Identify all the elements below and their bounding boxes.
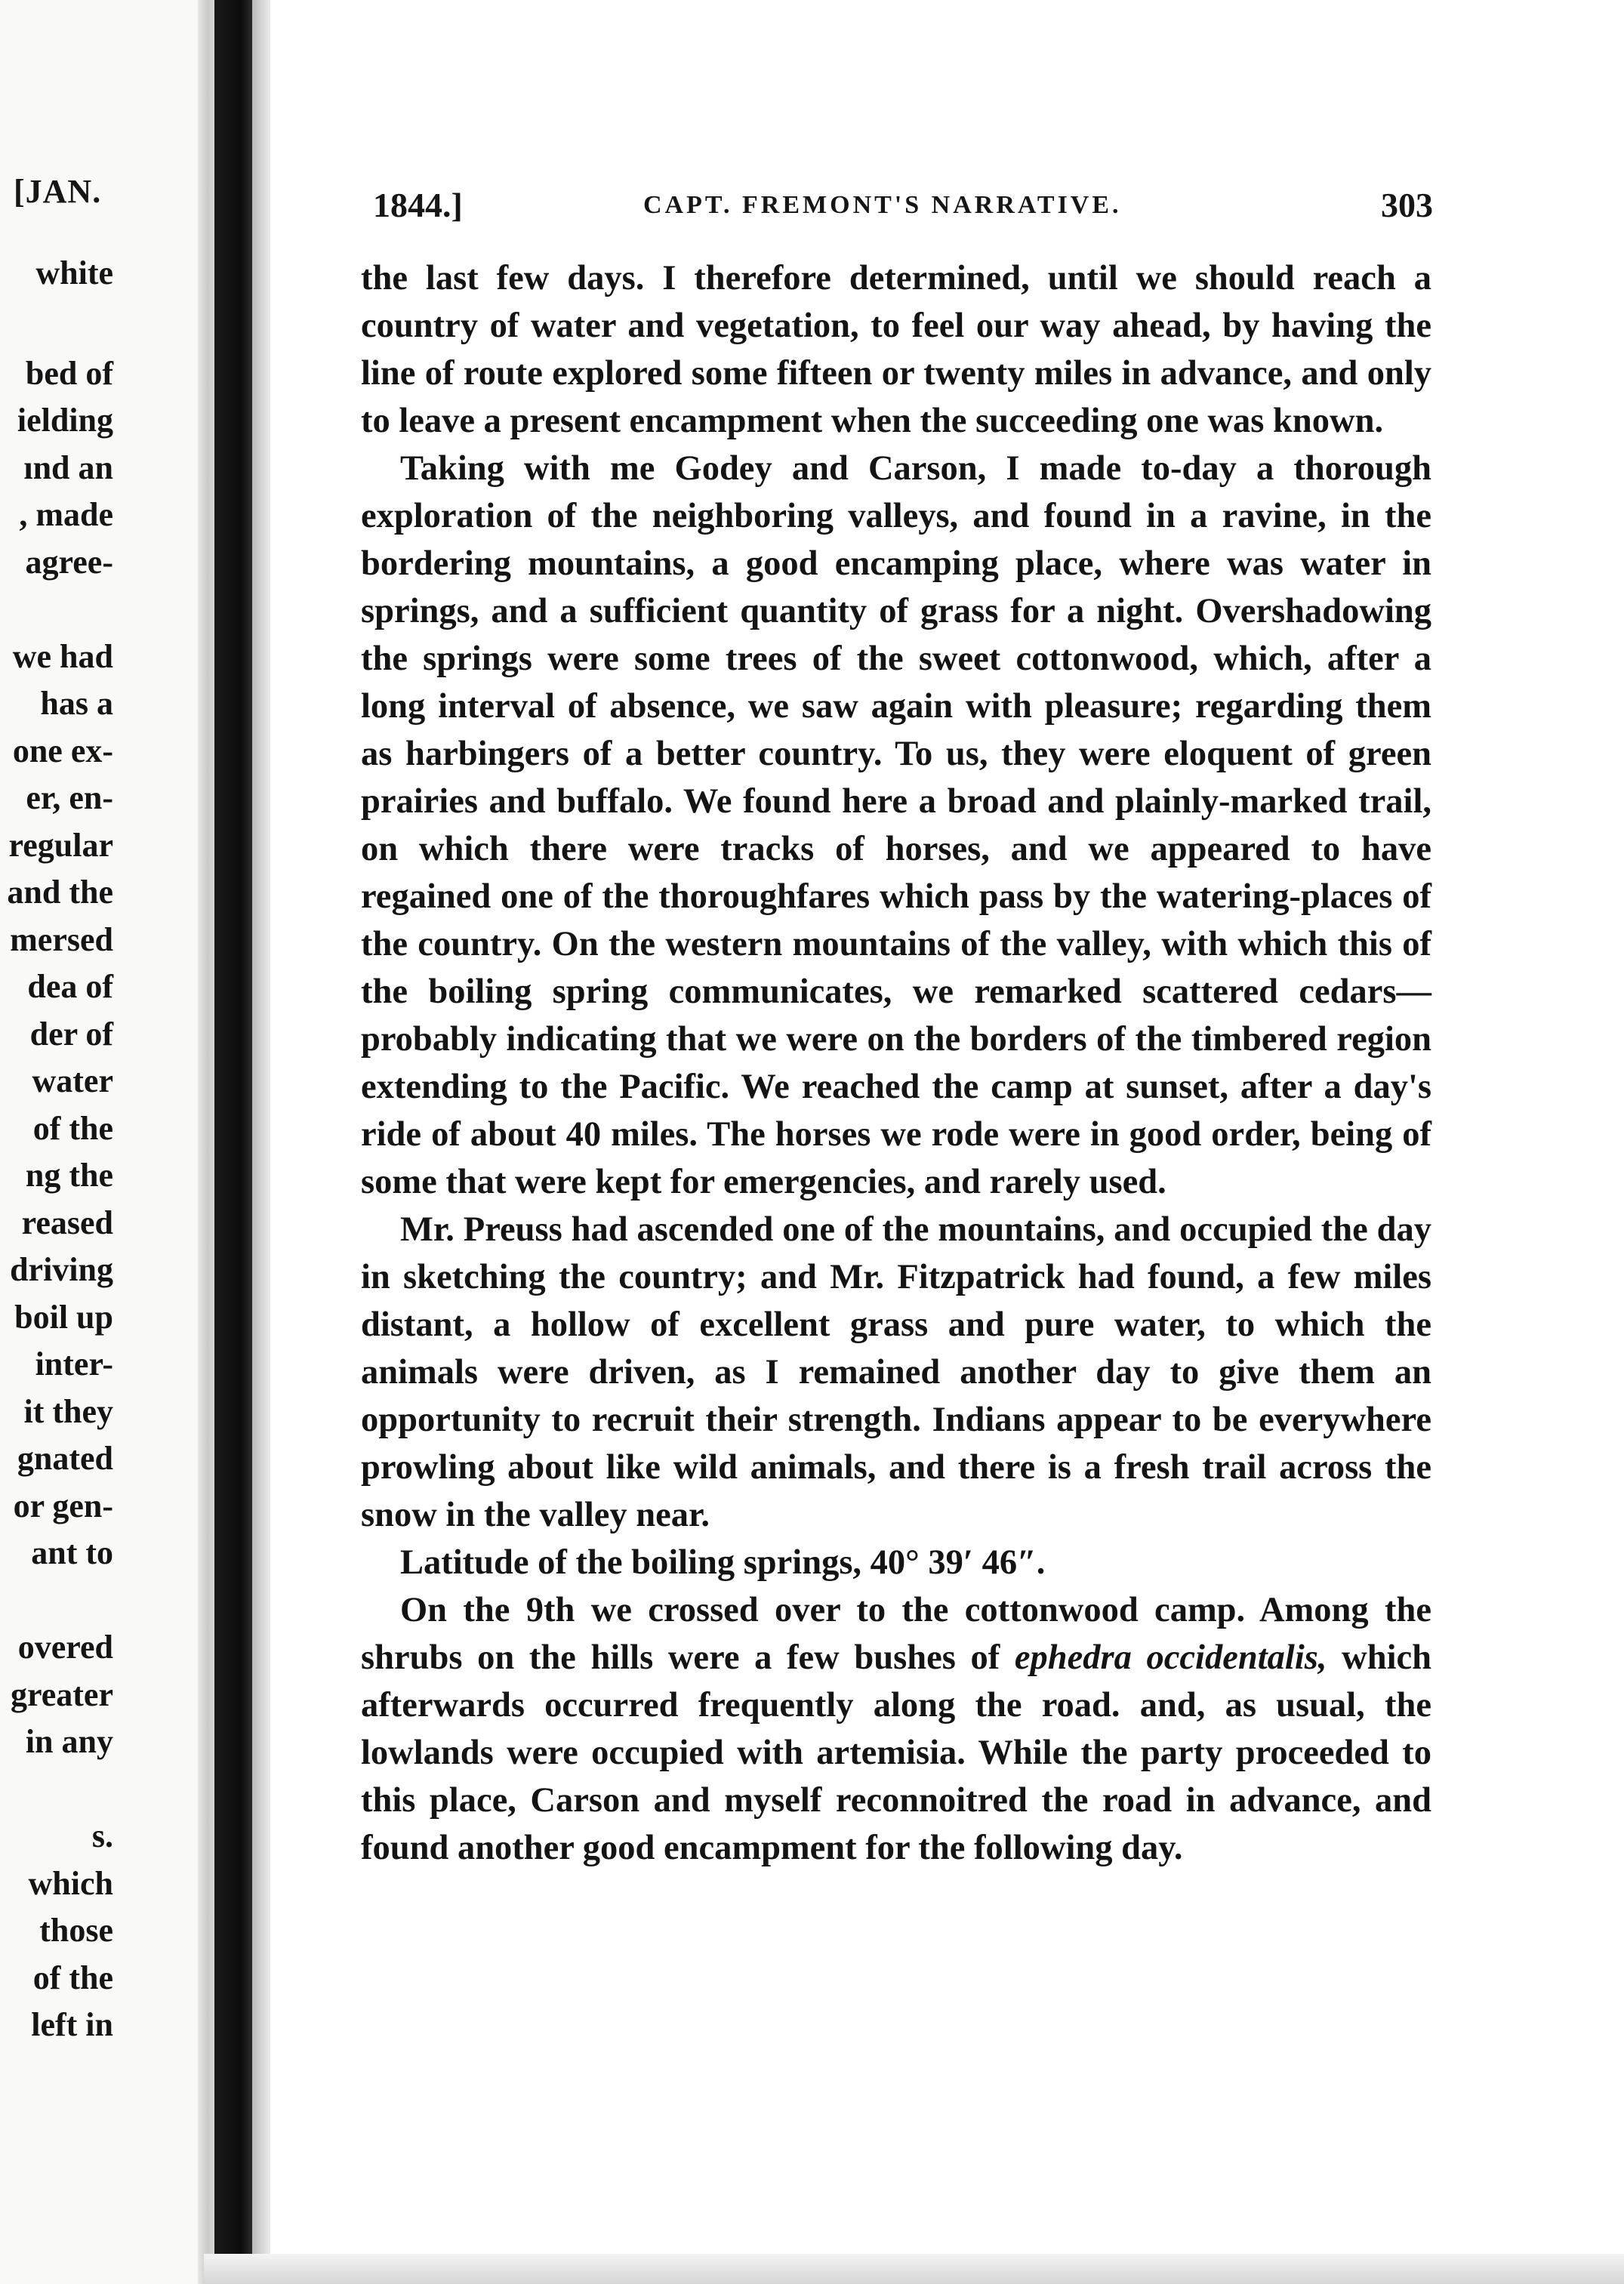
left-page-line-fragment: ielding: [17, 402, 113, 439]
species-name: ephedra occidentalis,: [1014, 1638, 1327, 1677]
left-page-line-fragment: ng the: [25, 1157, 113, 1194]
body-text: [361, 254, 1431, 1872]
paragraph-continuation: the last few days. I therefore determined, until we should reach a country of water and vegetation, to feel our way ahead, by having the line of route explored some fifteen or twenty miles in advance, and only to leave a present encampment when the succeeding one was known.: [361, 259, 1431, 440]
left-page-line-fragment: gnated: [17, 1440, 113, 1477]
header-title: CAPT. FREMONT'S NARRATIVE.: [643, 191, 1122, 219]
left-page-line-fragment: driving: [10, 1251, 113, 1288]
left-page-fragment: [0, 0, 198, 2284]
left-page-line-fragment: which: [28, 1865, 113, 1902]
paragraph-preuss: Mr. Preuss had ascended one of the mountains, and occupied the day in sketching the country; and Mr. Fitzpatrick had found, a few miles distant, a hollow of excellent grass and pure water, to which the animals were driven, as I remained another day to give them an opportunity to recruit their strength. Indians appear to be everywhere prowling about like wild animals, and there is a fresh trail across the snow in the valley near.: [361, 1210, 1431, 1534]
left-page-line-fragment: boil up: [14, 1299, 113, 1336]
left-page-line-fragment: er, en-: [26, 779, 113, 816]
paragraph-latitude: Latitude of the boiling springs, 40° 39′ 46″.: [400, 1543, 1046, 1582]
left-page-line-fragment: regular: [8, 827, 113, 864]
page-number: 303: [1381, 186, 1433, 224]
left-page-line-fragment: it they: [23, 1393, 113, 1430]
left-page-line-fragment: inter-: [35, 1345, 113, 1382]
paragraph-text: On the 9th we crossed over to the cottonwood camp. Among the shrubs on the hills were a few bushes of: [361, 1591, 1431, 1677]
page-edge: [252, 0, 270, 2284]
left-page-line-fragment: ant to: [31, 1534, 113, 1571]
left-page-header: [JAN.: [14, 173, 102, 210]
left-page-line-fragment: mersed: [10, 921, 113, 958]
left-page-line-fragment: has a: [40, 685, 113, 722]
left-page-line-fragment: der of: [29, 1016, 113, 1053]
left-page-line-fragment: ınd an: [23, 449, 113, 486]
book-gutter: [214, 0, 252, 2284]
left-page-line-fragment: white: [35, 254, 113, 291]
left-page-line-fragment: in any: [25, 1723, 113, 1760]
left-page-line-fragment: and the: [7, 874, 113, 911]
paragraph-exploration: Taking with me Godey and Carson, I made to-day a thorough exploration of the neighboring valleys, and found in a ravine, in the bordering mountains, a good encamping place, where was water in springs, and a sufficient quantity of grass for a night. Overshadowing the springs were some trees of the sweet cottonwood, which, after a long interval of absence, we saw again with pleasure; regarding them as harbingers of a better country. To us, they were eloquent of green prairies and buffalo. We found here a broad and plainly-marked trail, on which there were tracks of horses, and we appeared to have regained one of the thoroughfares which pass by the watering-places of the country. On the western mountains of the valley, with which this of the boiling spring communicates, we remarked scattered cedars—probably indicating that we were on the borders of the timbered region extending to the Pacific. We reached the camp at sunset, after a day's ride of about 40 miles. The horses we rode were in good order, being of some that were kept for emergencies, and rarely used.: [361, 449, 1431, 1201]
left-page-line-fragment: overed: [17, 1629, 113, 1666]
left-page-line-fragment: one ex-: [12, 732, 113, 769]
left-page-line-fragment: of the: [32, 1959, 113, 1996]
left-page-line-fragment: greater: [11, 1676, 113, 1713]
left-page-line-fragment: s.: [91, 1817, 113, 1854]
header-year: 1844.]: [373, 186, 463, 224]
left-page-line-fragment: , made: [19, 496, 113, 533]
left-page-text-fragments: [0, 0, 198, 2284]
left-page-line-fragment: agree-: [25, 544, 113, 581]
left-page-line-fragment: left in: [31, 2006, 113, 2043]
left-page-line-fragment: we had: [12, 638, 113, 675]
paragraph-text: which afterwards occurred frequently along the road. and, as usual, the lowlands were occupied with artemisia. While the party proceeded to this place, Carson and myself reconnoitred the road in advance, and found another good encampment for the following day.: [361, 1638, 1431, 1867]
running-header: [373, 185, 1433, 230]
left-page-line-fragment: water: [32, 1062, 113, 1099]
left-page-line-fragment: of the: [32, 1110, 113, 1147]
page-bottom-edge: [204, 2254, 1624, 2284]
left-page-line-fragment: those: [39, 1912, 113, 1949]
left-page-line-fragment: reased: [21, 1204, 113, 1241]
left-page-line-fragment: bed of: [25, 355, 113, 392]
left-page-line-fragment: or gen-: [13, 1487, 113, 1524]
gutter-shadow: [198, 0, 214, 2284]
left-page-line-fragment: dea of: [27, 968, 113, 1005]
paragraph-cottonwood-camp: [361, 1586, 1431, 1872]
